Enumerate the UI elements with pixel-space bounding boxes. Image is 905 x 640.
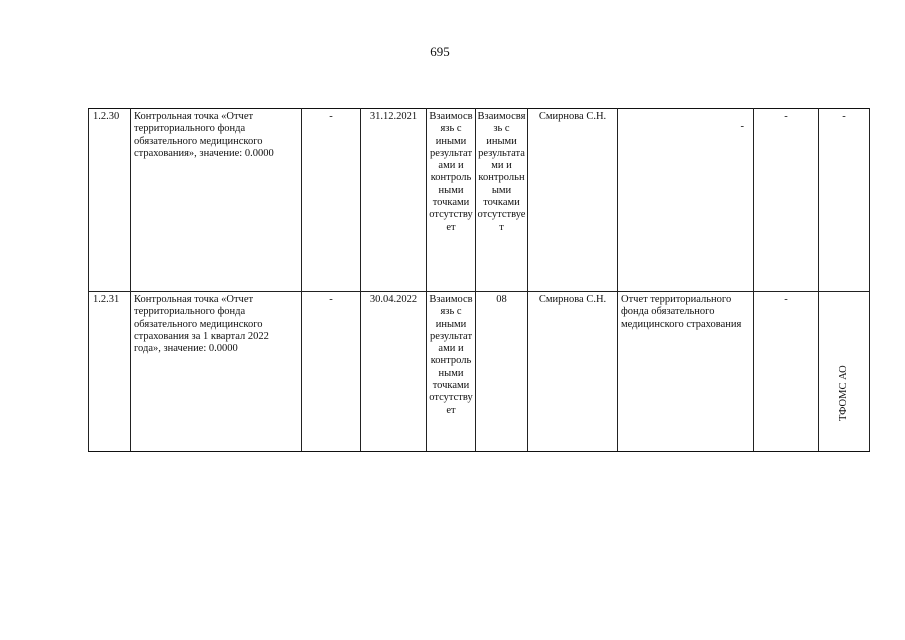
report-dash: - [740, 121, 744, 132]
control-points-table [88, 108, 870, 452]
report-cell [618, 109, 754, 292]
row-number-cell: 1.2.31 [89, 292, 131, 452]
code-cell: 08 [476, 292, 528, 452]
relation-cell: Взаимосвязь с иными результатами и контрольными точками отсутствует [427, 292, 476, 452]
date-cell: 30.04.2022 [361, 292, 427, 452]
responsible-cell: Смирнова С.Н. [528, 109, 618, 292]
organization-cell [819, 292, 870, 452]
description-cell: Контрольная точка «Отчет территориального фонда обязательного медицинского страхования за 1 квартал 2022 года», значение: 0.0000 [131, 292, 302, 452]
relation-cell: Взаимосвязь с иными результатами и контрольными точками отсутствует [427, 109, 476, 292]
report-cell: Отчет территориального фонда обязательного медицинского страхования [618, 292, 754, 452]
page-number: 695 [430, 44, 450, 59]
table-row [89, 109, 870, 292]
dash-cell-9: - [754, 109, 819, 292]
dash-cell-10: - [819, 109, 870, 292]
relation-cell-2: Взаимосвязь с иными результатами и контрольными точками отсутствует [476, 109, 528, 292]
dash-cell: - [302, 292, 361, 452]
responsible-cell: Смирнова С.Н. [528, 292, 618, 452]
table-row [89, 292, 870, 452]
dash-cell-9: - [754, 292, 819, 452]
description-cell: Контрольная точка «Отчет территориального фонда обязательного медицинского страхования», значение: 0.0000 [131, 109, 302, 292]
dash-cell: - [302, 109, 361, 292]
date-cell: 31.12.2021 [361, 109, 427, 292]
row-number-cell: 1.2.30 [89, 109, 131, 292]
organization-label: ТФОМС АО [837, 364, 849, 421]
